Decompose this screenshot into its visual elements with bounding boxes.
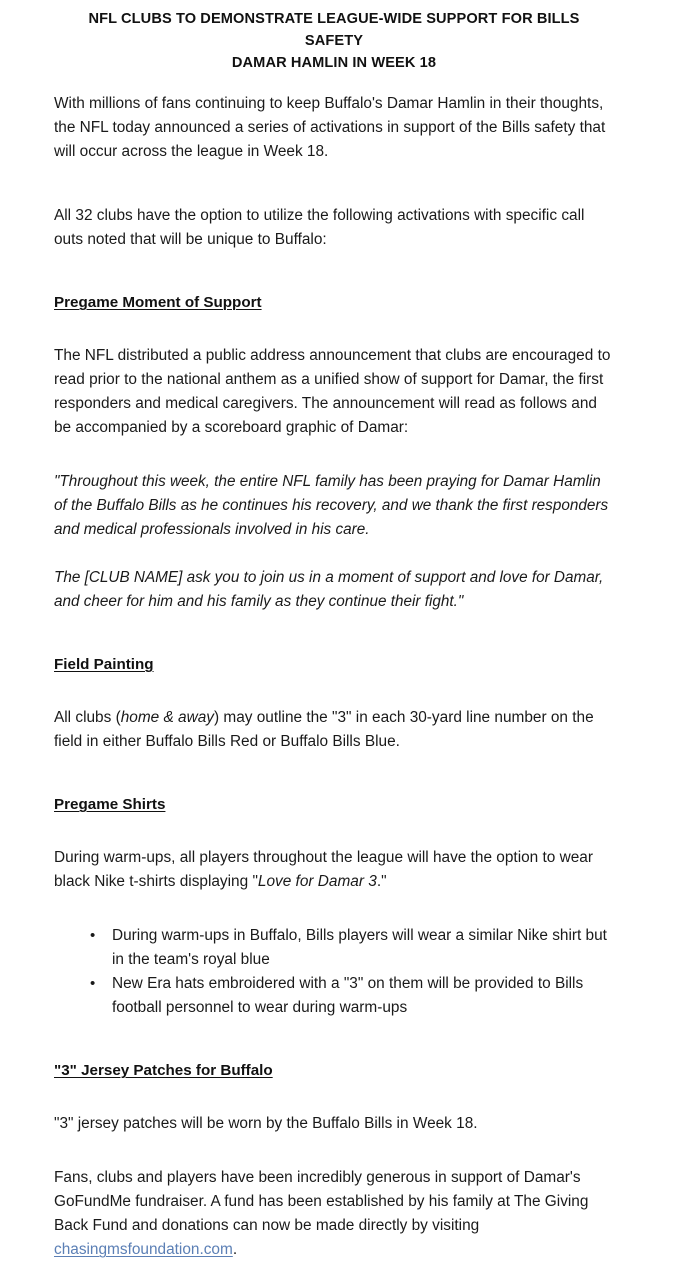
options-paragraph: All 32 clubs have the option to utilize the following activations with specific call outs noted that will be unique to Buffalo: [54, 207, 585, 248]
list-item: • During warm-ups in Buffalo, Bills players will wear a similar Nike shirt but in the team's royal blue [90, 924, 614, 972]
chasingmsfoundation-link[interactable]: chasingmsfoundation.com [54, 1241, 233, 1258]
section-heading-pregame-moment [54, 292, 614, 314]
field-painting-italic-phrase: home & away [120, 709, 214, 726]
pa-announcement-quote-paragraph-2: The [CLUB NAME] ask you to join us in a moment of support and love for Damar, and cheer for him and his family as they continue their fight." [54, 569, 604, 610]
field-painting-text-after: ) may outline the "3" in each 30-yard line number on the field in either Buffalo Bills Red or Buffalo Bills Blue. [54, 709, 594, 750]
section-heading-field-painting [54, 654, 614, 676]
spacer [54, 894, 614, 924]
section-heading-jersey-patches-label: "3" Jersey Patches for Buffalo [54, 1062, 273, 1079]
pregame-shirts-bullet-list [54, 924, 614, 1020]
closing-paragraph [54, 1166, 614, 1262]
closing-text-before-link: Fans, clubs and players have been incredibly generous in support of Damar's GoFundMe fundraiser. A fund has been established by his family at The Giving Back Fund and donations can now be made directly by visiting [54, 1169, 589, 1234]
spacer [54, 614, 614, 654]
spacer [54, 754, 614, 794]
spacer [54, 1082, 614, 1112]
list-item: • New Era hats embroidered with a "3" on them will be provided to Bills football personnel to wear during warm-ups [90, 972, 614, 1020]
page-title-line-2: DAMAR HAMLIN IN WEEK 18 [231, 55, 437, 71]
section-heading-pregame-shirts [54, 794, 614, 816]
spacer [54, 816, 614, 846]
intro-paragraph: With millions of fans continuing to keep Buffalo's Damar Hamlin in their thoughts, the NFL today announced a series of activations in support of the Bills safety that will occur across the league in Week 18. [54, 95, 606, 160]
pa-announcement-quote-paragraph-1: "Throughout this week, the entire NFL family has been praying for Damar Hamlin of the Buffalo Bills as he continues his recovery, and we thank the first responders and medical professionals involved in his care. [54, 473, 609, 538]
spacer [54, 1020, 614, 1060]
page-title [54, 8, 614, 74]
section-heading-pregame-shirts-label: Pregame Shirts [54, 796, 166, 813]
field-painting-text-before: All clubs ( [54, 709, 121, 726]
closing-text-after-link: . [232, 1241, 238, 1258]
spacer [54, 314, 614, 344]
pregame-shirts-text-before: During warm-ups, all players throughout the league will have the option to wear black Nike t-shirts displaying " [54, 849, 593, 890]
spacer [54, 440, 614, 470]
pregame-shirts-text-after: ." [376, 873, 387, 890]
spacer [54, 164, 614, 204]
pregame-shirts-paragraph [54, 846, 614, 894]
section-heading-field-painting-label: Field Painting [54, 656, 154, 673]
page-title-line-1: NFL CLUBS TO DEMONSTRATE LEAGUE-WIDE SUPPORT FOR BILLS SAFETY [88, 11, 580, 49]
spacer [54, 252, 614, 292]
spacer [54, 1136, 614, 1166]
spacer [54, 542, 614, 566]
spacer [54, 676, 614, 706]
field-painting-paragraph [54, 706, 614, 754]
section-heading-jersey-patches [54, 1060, 614, 1082]
pregame-moment-paragraph: The NFL distributed a public address announcement that clubs are encouraged to read prior to the national anthem as a unified show of support for Damar, the first responders and medical caregivers. The announcement will read as follows and be accompanied by a scoreboard graphic of Damar: [54, 347, 611, 436]
pregame-shirts-italic-phrase: Love for Damar 3 [257, 873, 377, 890]
jersey-patches-paragraph: "3" jersey patches will be worn by the Buffalo Bills in Week 18. [54, 1115, 478, 1132]
section-heading-pregame-moment-label: Pregame Moment of Support [54, 294, 262, 311]
